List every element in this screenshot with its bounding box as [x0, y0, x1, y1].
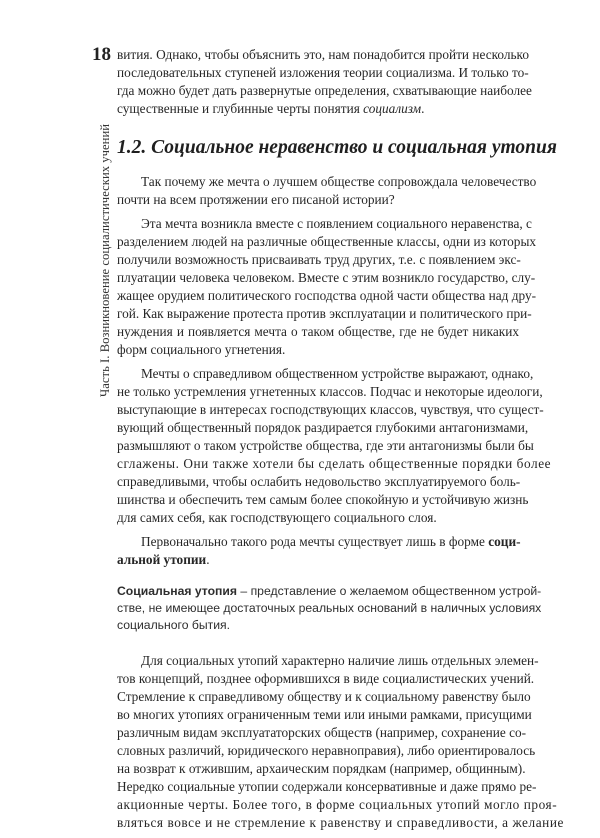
intro-line-1: вития. Однако, чтобы объяснить это, нам понадобится пройти несколько: [117, 47, 529, 62]
final-line-4: во многих утопиях ограниченным теми или иными рамками, присущими: [117, 707, 532, 722]
final-line-8: Нередко социальные утопии содержали консервативные и даже прямо ре-: [117, 779, 537, 794]
utopia-line-2: [117, 551, 519, 569]
p3-line-5: размышляют о таком устройстве общества, где эти антагонизмы были бы: [117, 438, 534, 453]
p2-line-4: плуатации человека человеком. Вместе с этим возникло государство, слу-: [117, 270, 536, 285]
page-number: 18: [92, 44, 111, 65]
intro-line-2: последовательных ступеней изложения теории социализма. И только то-: [117, 65, 529, 80]
p1-line-2: почти на всем протяжении его писаной истории?: [117, 192, 395, 207]
final-line-1: Для социальных утопий характерно наличие лишь отдельных элемен-: [141, 653, 539, 668]
paragraph-1: [117, 173, 537, 209]
p3-line-8: шинства и обеспечить тем самым более спокойную и устойчивую жизнь: [117, 492, 529, 507]
p2-line-7: нуждения и появляется мечта о таком обществе, где не будет никаких: [117, 324, 519, 339]
p3-line-9: для самих себя, как господствующего социального слоя.: [117, 510, 437, 525]
utopia-lead: Первоначально такого рода мечты существует лишь в форме: [141, 534, 489, 549]
running-head-text: Часть I. Возникновение социалистических учений: [98, 123, 112, 397]
final-line-6: словных различий, юридического неравноправия), либо ориентировалось: [117, 743, 536, 758]
section-title: 1.2. Социальное неравенство и социальная утопия: [117, 137, 557, 158]
utopia-bold-1: соци-: [488, 534, 521, 549]
term-socialism: социализм: [363, 101, 422, 116]
p3-line-6: сглажены. Они также хотели бы сделать общественные порядки более: [117, 456, 552, 471]
definition-line-2: стве, не имеющее достаточных реальных оснований в наличных условиях: [117, 601, 542, 615]
final-line-5: различным видам эксплуататорских обществ (например, сохранение со-: [117, 725, 527, 740]
p2-line-1: Эта мечта возникла вместе с появлением социального неравенства, с: [141, 216, 532, 231]
p2-line-6: гой. Как выражение протеста против эксплуатации и политического при-: [117, 306, 532, 321]
p3-line-3: выступающие в интересах господствующих классов, чувствуя, что сущест-: [117, 402, 544, 417]
intro-line-3: гда можно будет дать развернутые определения, схватывающие наиболее: [117, 83, 532, 98]
utopia-paragraph: [117, 533, 519, 569]
p3-line-1: Мечты о справедливом общественном устройстве выражают, однако,: [141, 366, 534, 381]
intro-period: .: [421, 101, 425, 116]
p3-line-2: не только устремления угнетенных классов. Подчас и некоторые идеологи,: [117, 384, 543, 399]
definition-term: Социальная утопия: [117, 584, 238, 598]
utopia-end: .: [206, 552, 210, 567]
intro-line-4: [117, 100, 519, 118]
intro-line-4-text: существенные и глубинные черты понятия: [117, 101, 364, 116]
intro-paragraph: [117, 46, 532, 118]
final-line-2: тов концепций, позднее оформившихся в виде социалистических учений.: [117, 671, 535, 686]
paragraph-3: [117, 365, 552, 527]
final-line-7: на возврат к отжившим, архаическим порядкам (например, общинным).: [117, 761, 526, 776]
p1-line-1: Так почему же мечта о лучшем обществе сопровождала человечество: [141, 174, 537, 189]
final-line-3: Стремление к справедливому обществу и к социальному равенству было: [117, 689, 531, 704]
utopia-bold-2: альной утопии: [117, 552, 207, 567]
running-head: [87, 92, 112, 397]
p3-line-7: справедливыми, чтобы ослабить недовольство эксплуатируемого боль-: [117, 474, 521, 489]
p2-line-5: жащее орудием политического господства одной части общества над дру-: [117, 288, 537, 303]
p3-line-4: вующий общественный порядок раздирается глубокими антагонизмами,: [117, 420, 529, 435]
p2-line-8: форм социального угнетения.: [117, 342, 286, 357]
definition-line-3: социального бытия.: [117, 618, 231, 632]
definition-line-1: [117, 583, 542, 600]
final-paragraph: [117, 652, 564, 832]
p2-line-3: получили возможность присваивать труд других, т.е. с появлением экс-: [117, 252, 521, 267]
definition-box: [117, 583, 542, 634]
utopia-line-1: [117, 533, 519, 551]
definition-text-1: – представление о желаемом общественном устрой-: [237, 584, 542, 598]
final-line-10: вляться вовсе и не стремление к равенству и справедливости, а желание: [117, 815, 564, 830]
p2-line-2: разделением людей на различные общественные классы, одни из которых: [117, 234, 537, 249]
final-line-9: акционные черты. Более того, в форме социальных утопий могло проя-: [117, 797, 558, 812]
page-content: [117, 46, 564, 838]
paragraph-2: [117, 215, 537, 359]
